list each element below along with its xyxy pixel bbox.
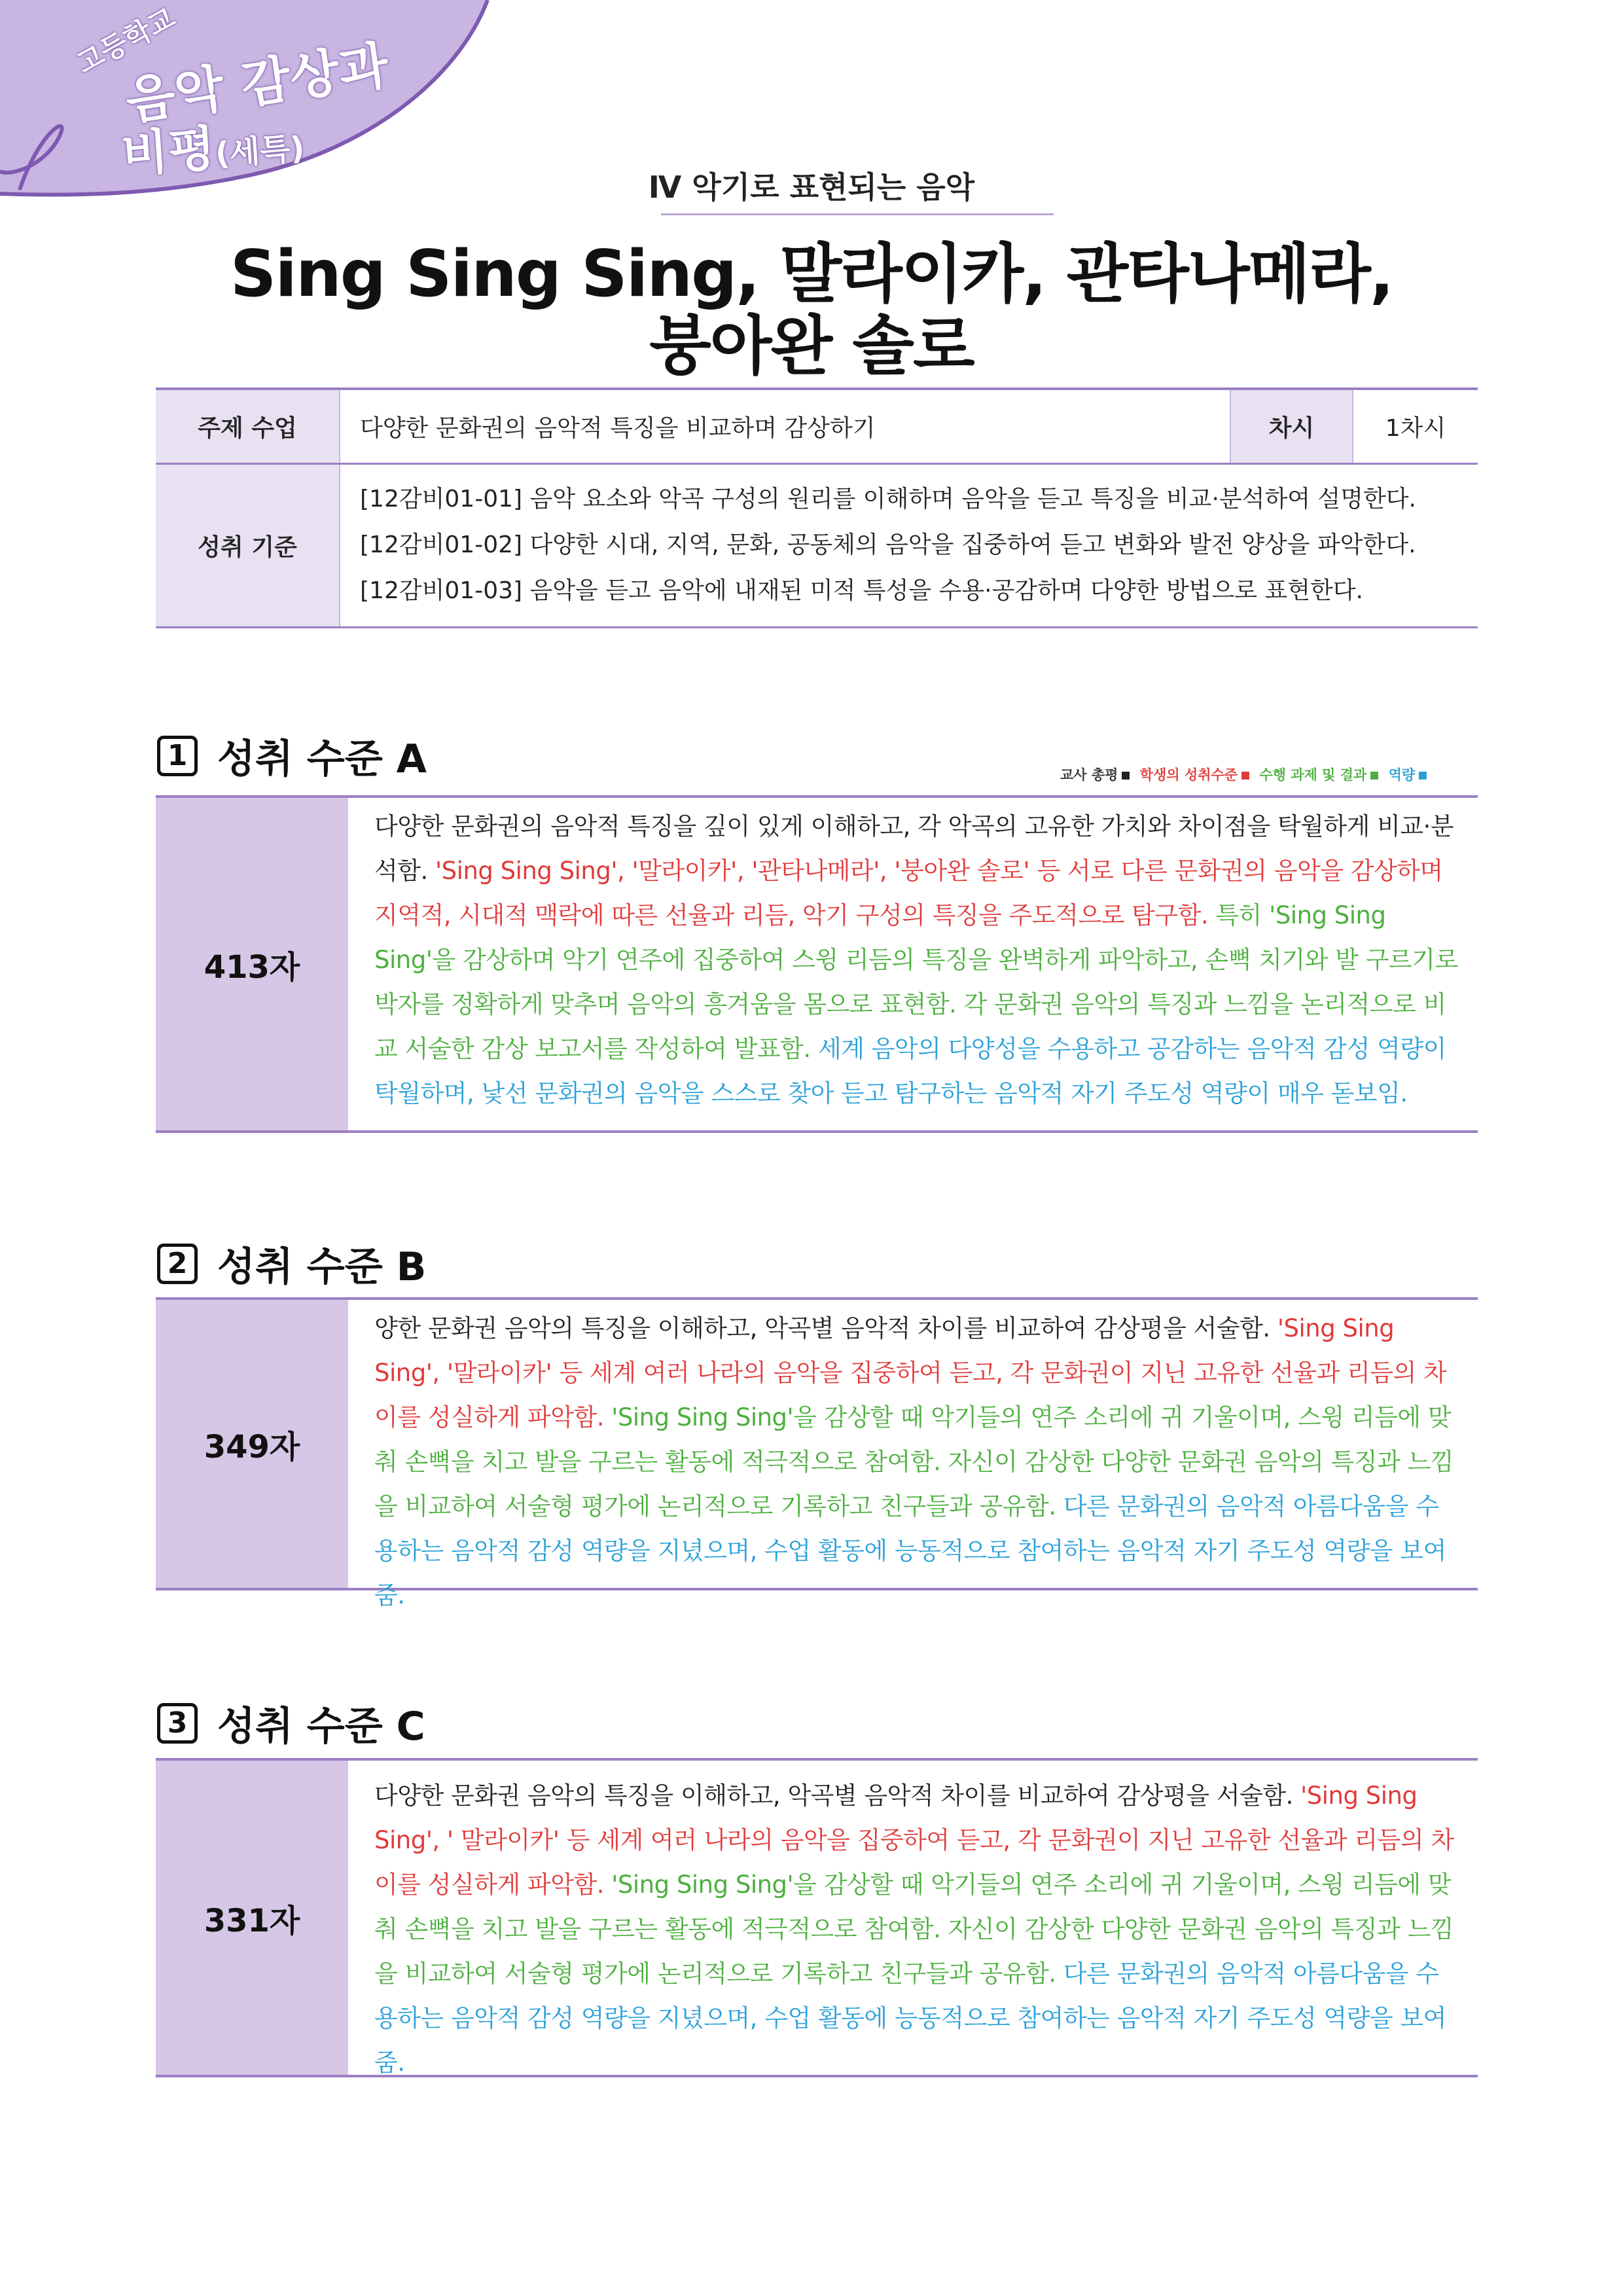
section-number: 2: [157, 1244, 198, 1284]
page-title-line1: Sing Sing Sing, 말라이카, 관타나메라,: [230, 237, 1393, 312]
section-number: 1: [157, 736, 198, 776]
char-count: 349자: [156, 1300, 348, 1588]
section-title: 성취 수준 A: [217, 736, 427, 782]
evaluation-text: 다양한 문화권 음악의 특징을 이해하고, 악곡별 음악적 차이를 비교하여 감상평을 서술함. 'Sing Sing Sing', ' 말라이카' 등 세계 여러 나라의 음악을 집중하여 듣고, 각 문화권이 지닌 고유한 선율과 리듬의 차이를 성실하게 파악함. 'Sing Sing Sing'을 감상할 때 악기들의 연주 소리에 귀 기울이며, 스윙 리듬에 맞춰 손뼉을 치고 발을 구르는 활동에 적극적으로 참여함. 자신이 감상한 다양한 문화권 음악의 특징과 느낌을 비교하여 서술형 평가에 논리적으로 기록하고 친구들과 공유함. 다른 문화권의 음악적 아름다움을 수용하는 음악적 감성 역량을 지녔으며, 수업 활동에 능동적으로 참여하는 음악적 자기 주도성 역량을 보여줌.: [374, 1782, 1454, 2077]
evaluation-box-a: [156, 795, 1478, 1133]
lesson-info-table: [156, 387, 1478, 628]
badge-school-level: 고등학교: [71, 1, 181, 80]
standard-label: 성취 기준: [156, 463, 340, 627]
section-number: 3: [157, 1703, 198, 1744]
chapter-underline: [661, 213, 1054, 215]
standard-item: [12감비01-03] 음악을 듣고 음악에 내재된 미적 특성을 수용·공감하며 다양한 방법으로 표현한다.: [360, 577, 1363, 604]
section-heading-b: [157, 1236, 426, 1292]
color-legend: 교사 총평 학생의 성취수준 수행 과제 및 결과 역량: [1060, 764, 1432, 784]
session-value: 1차시: [1353, 389, 1478, 463]
legend-competency-swatch: [1419, 772, 1427, 780]
section-heading-c: [157, 1695, 425, 1751]
session-label: 차시: [1230, 389, 1353, 463]
evaluation-text: 양한 문화권 음악의 특징을 이해하고, 악곡별 음악적 차이를 비교하여 감상평을 서술함. 'Sing Sing Sing', '말라이카' 등 세계 여러 나라의 음악을 집중하여 듣고, 각 문화권이 지닌 고유한 선율과 리듬의 차이를 성실하게 파악함. 'Sing Sing Sing'을 감상할 때 악기들의 연주 소리에 귀 기울이며, 스윙 리듬에 맞춰 손뼉을 치고 발을 구르는 활동에 적극적으로 참여함. 자신이 감상한 다양한 문화권 음악의 특징과 느낌을 비교하여 서술형 평가에 논리적으로 기록하고 친구들과 공유함. 다른 문화권의 음악적 아름다움을 수용하는 음악적 감성 역량을 지녔으며, 수업 활동에 능동적으로 참여하는 음악적 자기 주도성 역량을 보여줌.: [374, 1314, 1454, 1609]
char-count: 413자: [156, 798, 348, 1130]
evaluation-box-b: [156, 1297, 1478, 1609]
badge-course-subtitle: 비평(세특): [119, 120, 306, 183]
badge-course-title: 음악 감상과: [122, 36, 393, 132]
chapter-heading: Ⅳ 악기로 표현되는 음악: [648, 170, 975, 205]
evaluation-box-c: [156, 1758, 1478, 2077]
page-title-line2: 붕아완 솔로: [649, 309, 974, 384]
section-title: 성취 수준 B: [217, 1244, 427, 1290]
char-count: 331자: [156, 1761, 348, 2075]
legend-teacher-swatch: [1122, 772, 1130, 780]
legend-task-swatch: [1370, 772, 1378, 780]
section-heading-a: [157, 728, 427, 784]
legend-achievement-swatch: [1241, 772, 1249, 780]
section-title: 성취 수준 C: [217, 1704, 425, 1749]
evaluation-text: 다양한 문화권의 음악적 특징을 깊이 있게 이해하고, 각 악곡의 고유한 가치와 차이점을 탁월하게 비교·분석함. 'Sing Sing Sing', '말라이카', '관타나메라', '붕아완 솔로' 등 서로 다른 문화권의 음악을 감상하며 지역적, 시대적 맥락에 따른 선율과 리듬, 악기 구성의 특징을 주도적으로 탐구함. 특히 'Sing Sing Sing'을 감상하며 악기 연주에 집중하여 스윙 리듬의 특징을 완벽하게 파악하고, 손뼉 치기와 발 구르기로 박자를 정확하게 맞추며 음악의 흥겨움을 몸으로 표현함. 각 문화권 음악의 특징과 느낌을 논리적으로 비교 서술한 감상 보고서를 작성하여 발표함. 세계 음악의 다양성을 수용하고 공감하는 음악적 감성 역량이 탁월하며, 낯선 문화권의 음악을 스스로 찾아 듣고 탐구하는 음악적 자기 주도성 역량이 매우 돋보임.: [374, 812, 1458, 1107]
topic-value: 다양한 문화권의 음악적 특징을 비교하며 감상하기: [340, 389, 1230, 463]
standard-item: [12감비01-02] 다양한 시대, 지역, 문화, 공동체의 음악을 집중하여 듣고 변화와 발전 양상을 파악한다.: [360, 531, 1416, 558]
topic-label: 주제 수업: [156, 389, 340, 463]
standard-item: [12감비01-01] 음악 요소와 악곡 구성의 원리를 이해하며 음악을 듣고 특징을 비교·분석하여 설명한다.: [360, 486, 1416, 512]
